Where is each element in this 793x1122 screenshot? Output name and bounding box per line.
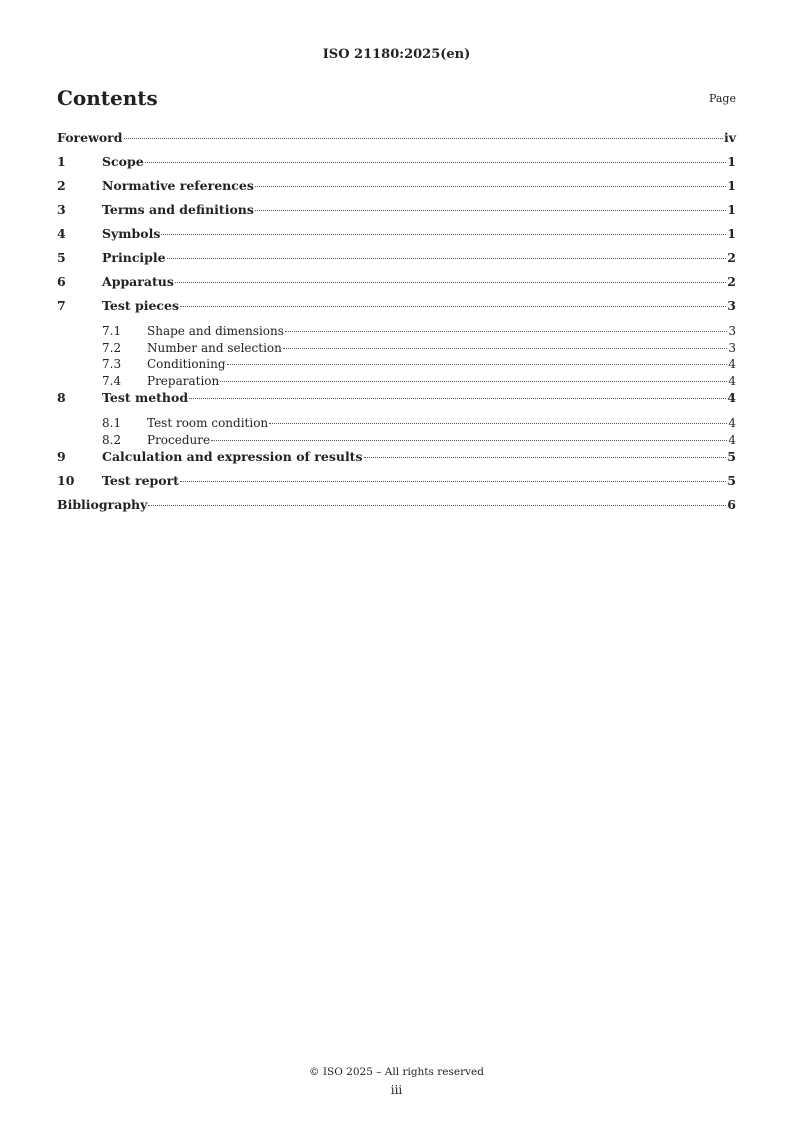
toc-entry[interactable] bbox=[57, 416, 736, 433]
page-number: iii bbox=[390, 1083, 403, 1097]
toc-entry-page: 4 bbox=[728, 373, 736, 388]
toc-entry[interactable] bbox=[57, 274, 736, 298]
dot-leader bbox=[364, 457, 727, 458]
document-id: ISO 21180:2025(en) bbox=[322, 47, 471, 62]
dot-leader bbox=[255, 186, 726, 187]
dot-leader bbox=[180, 481, 726, 482]
toc-entry[interactable] bbox=[57, 250, 736, 274]
toc-entry[interactable] bbox=[57, 202, 736, 226]
toc-entry-title: Shape and dimensions bbox=[147, 324, 284, 338]
toc-entry-number: 4 bbox=[57, 226, 66, 241]
toc-entry-number: 9 bbox=[57, 449, 66, 464]
toc-entry-title: Foreword bbox=[57, 130, 123, 145]
toc-entry-page: 4 bbox=[727, 390, 736, 405]
copyright-notice: © ISO 2025 – All rights reserved bbox=[309, 1066, 484, 1078]
dot-leader bbox=[285, 331, 727, 332]
toc-entry[interactable] bbox=[57, 130, 736, 154]
toc-entry-number: 8.1 bbox=[102, 416, 122, 430]
toc-entry-title: Procedure bbox=[147, 432, 211, 447]
dot-leader bbox=[227, 364, 728, 365]
toc-entry[interactable] bbox=[57, 341, 736, 358]
toc-entry-title: Symbols bbox=[102, 226, 161, 241]
toc-entry-title: Preparation bbox=[147, 373, 220, 388]
dot-leader bbox=[124, 138, 723, 139]
toc-entry-page: 2 bbox=[727, 274, 736, 289]
dot-leader bbox=[175, 282, 726, 283]
toc-entry-number: 3 bbox=[57, 202, 66, 217]
dot-leader bbox=[148, 505, 726, 506]
toc-entry-title: Terms and definitions bbox=[102, 202, 254, 217]
toc-entry-title: Number and selection bbox=[147, 340, 282, 355]
dot-leader bbox=[161, 234, 726, 235]
dot-leader bbox=[189, 398, 726, 399]
toc-entry[interactable] bbox=[57, 433, 736, 450]
toc-entry-page: 5 bbox=[727, 449, 736, 464]
toc-entry-page: 4 bbox=[728, 357, 736, 371]
table-of-contents bbox=[57, 130, 736, 521]
dot-leader bbox=[180, 306, 726, 307]
toc-entry[interactable] bbox=[57, 473, 736, 497]
toc-entry-number: 7.1 bbox=[102, 324, 122, 338]
toc-entry[interactable] bbox=[57, 298, 736, 322]
dot-leader bbox=[211, 440, 727, 441]
toc-entry-page: 3 bbox=[727, 298, 736, 313]
toc-entry[interactable] bbox=[57, 374, 736, 391]
toc-entry[interactable] bbox=[57, 324, 736, 341]
toc-entry-page: 1 bbox=[727, 154, 736, 169]
toc-entry-page: 5 bbox=[727, 473, 736, 488]
dot-leader bbox=[269, 423, 727, 424]
dot-leader bbox=[283, 348, 728, 349]
toc-entry[interactable] bbox=[57, 154, 736, 178]
toc-entry-page: iv bbox=[723, 130, 736, 145]
toc-entry-number: 8 bbox=[57, 390, 66, 405]
toc-entry-page: 3 bbox=[728, 324, 736, 338]
toc-entry[interactable] bbox=[57, 357, 736, 374]
toc-entry-title: Test report bbox=[102, 473, 179, 488]
toc-entry-page: 4 bbox=[728, 432, 736, 447]
toc-entry-number: 7 bbox=[57, 298, 66, 313]
toc-entry-title: Bibliography bbox=[57, 497, 148, 512]
toc-entry-page: 1 bbox=[727, 178, 736, 193]
toc-entry[interactable] bbox=[57, 497, 736, 521]
toc-entry-title: Apparatus bbox=[102, 274, 174, 289]
toc-entry[interactable] bbox=[57, 390, 736, 414]
toc-entry-title: Test pieces bbox=[102, 298, 180, 313]
toc-entry-title: Test room condition bbox=[147, 416, 269, 430]
toc-entry-number: 10 bbox=[57, 473, 75, 488]
toc-entry-number: 8.2 bbox=[102, 432, 122, 447]
toc-entry-page: 2 bbox=[727, 250, 736, 265]
toc-entry-page: 4 bbox=[728, 416, 736, 430]
toc-entry-title: Test method bbox=[102, 390, 189, 405]
toc-entry-page: 6 bbox=[727, 497, 736, 512]
toc-entry-page: 1 bbox=[727, 226, 736, 241]
toc-entry-number: 5 bbox=[57, 250, 66, 265]
toc-entry-number: 7.3 bbox=[102, 357, 122, 371]
toc-entry-page: 1 bbox=[727, 202, 736, 217]
contents-title: Contents bbox=[57, 86, 158, 110]
dot-leader bbox=[167, 258, 727, 259]
dot-leader bbox=[145, 162, 727, 163]
toc-entry-number: 7.2 bbox=[102, 340, 122, 355]
toc-entry-number: 7.4 bbox=[102, 373, 122, 388]
toc-entry-title: Conditioning bbox=[147, 357, 226, 371]
toc-entry-page: 3 bbox=[728, 340, 736, 355]
toc-entry-title: Principle bbox=[102, 250, 166, 265]
toc-entry-number: 2 bbox=[57, 178, 66, 193]
toc-entry-number: 1 bbox=[57, 154, 66, 169]
toc-entry[interactable] bbox=[57, 449, 736, 473]
toc-entry-number: 6 bbox=[57, 274, 66, 289]
toc-entry-title: Scope bbox=[102, 154, 144, 169]
page-column-label: Page bbox=[708, 92, 736, 105]
toc-entry[interactable] bbox=[57, 226, 736, 250]
dot-leader bbox=[255, 210, 726, 211]
toc-entry[interactable] bbox=[57, 178, 736, 202]
toc-entry-title: Normative references bbox=[102, 178, 254, 193]
dot-leader bbox=[220, 381, 727, 382]
toc-entry-title: Calculation and expression of results bbox=[102, 449, 363, 464]
